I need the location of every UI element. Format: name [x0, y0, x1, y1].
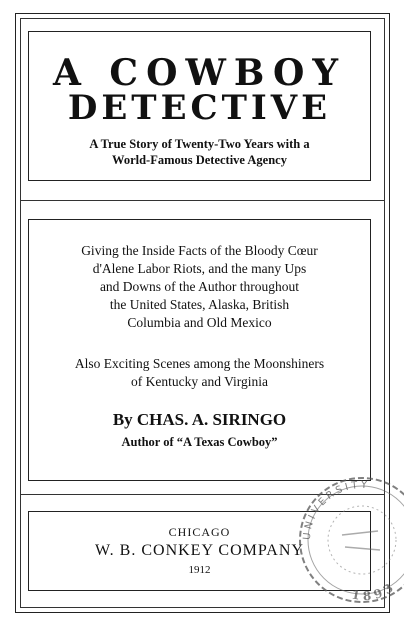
divider-rule	[20, 200, 385, 201]
description-panel	[28, 219, 371, 481]
description-line: Columbia and Old Mexico	[127, 315, 272, 330]
description-line: and Downs of the Author throughout	[99, 279, 300, 294]
imprint-publisher: W. B. CONKEY COMPANY	[95, 542, 304, 559]
description-line: Also Exciting Scenes among the Moonshiners	[74, 356, 325, 371]
imprint-panel	[28, 511, 371, 591]
subtitle-line: World-Famous Detective Agency	[112, 153, 287, 167]
divider-rule	[20, 494, 385, 495]
book-title-line-2: DETECTIVE	[67, 88, 332, 128]
imprint-city: CHICAGO	[168, 525, 231, 539]
author-byline: By CHAS. A. SIRINGO	[112, 410, 287, 429]
description-line: d'Alene Labor Riots, and the many Ups	[92, 261, 307, 276]
stamp-lower-text: 1893	[350, 578, 399, 604]
book-subtitle	[29, 136, 370, 168]
imprint-year: 1912	[188, 564, 211, 576]
description-line: of Kentucky and Virginia	[130, 374, 269, 389]
stamp-upper-text: UNIVERSITY	[301, 479, 371, 541]
title-page	[15, 13, 390, 613]
description-paragraph-2	[37, 355, 362, 391]
book-title-line-1: A COWBOY	[52, 52, 347, 94]
title-panel	[28, 31, 371, 181]
subtitle-line: A True Story of Twenty-Two Years with a	[89, 137, 310, 151]
author-previous-work: Author of “A Texas Cowboy”	[121, 435, 278, 449]
description-paragraph-1	[37, 242, 362, 332]
description-line: Giving the Inside Facts of the Bloody Cœur	[81, 243, 318, 258]
description-line: the United States, Alaska, British	[109, 297, 290, 312]
